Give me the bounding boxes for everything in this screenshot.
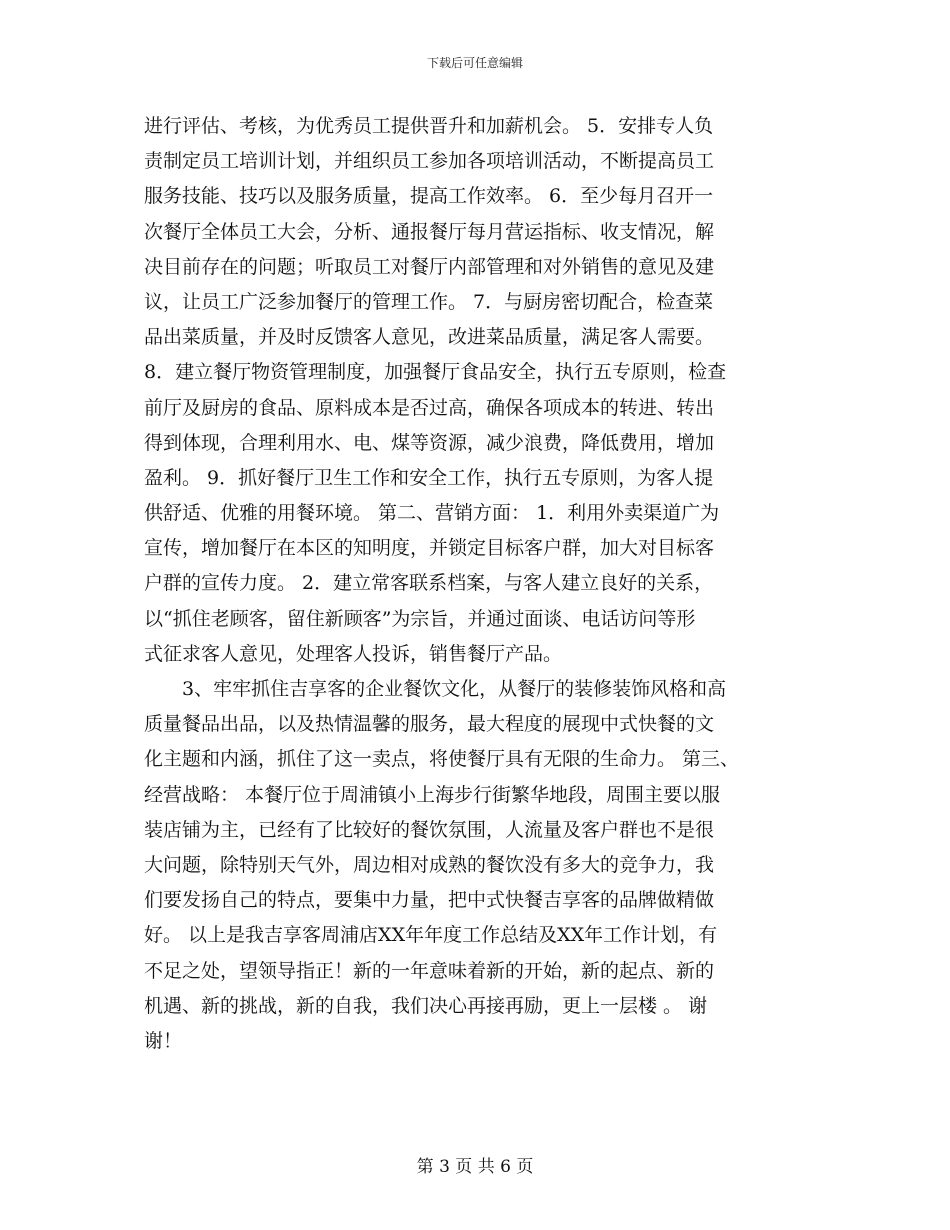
text-line: 化主题和内涵，抓住了这一卖点，将使餐厅具有无限的生命力。 第三、 (144, 748, 740, 771)
text-line: 质量餐品出品，以及热情温馨的服务，最大程度的展现中式快餐的文 (144, 713, 715, 736)
text-line: 不足之处，望领导指正！新的一年意味着新的开始，新的起点、新的 (144, 959, 715, 982)
text-line: 式征求客人意见，处理客人投诉，销售餐厅产品。 (144, 642, 563, 665)
text-line: 决目前存在的问题；听取员工对餐厅内部管理和对外销售的意见及建 (144, 255, 715, 278)
text-line: 谢！ (144, 1029, 183, 1052)
text-line: 3、牢牢抓住吉享客的企业餐饮文化，从餐厅的装修装饰风格和高 (144, 678, 727, 700)
text-line: 进行评估、考核，为优秀员工提供晋升和加薪机会。 5．安排专人负 (144, 115, 714, 137)
text-line: 以“抓住老顾客，留住新顾客”为宗旨，并通过面谈、电话访问等形 (144, 607, 696, 630)
text-line: 大问题，除特别天气外，周边相对成熟的餐饮没有多大的竞争力，我 (144, 853, 715, 876)
text-line: 机遇、新的挑战，新的自我，我们决心再接再励，更上一层楼 。 谢 (144, 994, 708, 1017)
text-line: 次餐厅全体员工大会，分析、通报餐厅每月营运指标、收支情况，解 (144, 220, 715, 243)
text-line: 得到体现，合理利用水、电、煤等资源，减少浪费，降低费用，增加 (144, 431, 715, 454)
text-line: 前厅及厨房的食品、原料成本是否过高，确保各项成本的转进、转出 (144, 396, 715, 419)
text-line: 8．建立餐厅物资管理制度，加强餐厅食品安全，执行五专原则，检查 (144, 361, 727, 384)
page-header-note: 下载后可任意编辑 (426, 56, 523, 70)
text-line: 户群的宣传力度。 2．建立常客联系档案，与客人建立良好的关系， (144, 572, 714, 595)
text-line: 供舒适、优雅的用餐环境。 第二、营销方面： 1．利用外卖渠道广为 (144, 502, 720, 525)
document-body (144, 109, 809, 1059)
text-line: 议，让员工广泛参加餐厅的管理工作。 7．与厨房密切配合，检查菜 (144, 290, 714, 313)
text-line: 装店铺为主，已经有了比较好的餐饮氛围，人流量及客户群也不是很 (144, 818, 715, 841)
text-line: 盈利。 9．抓好餐厅卫生工作和安全工作，执行五专原则，为客人提 (144, 466, 714, 489)
text-line: 们要发扬自己的特点，要集中力量，把中式快餐吉享客的品牌做精做 (144, 889, 715, 912)
text-line: 品出菜质量，并及时反馈客人意见，改进菜品质量，满足客人需要。 (144, 326, 715, 349)
text-line: 服务技能、技巧以及服务质量，提高工作效率。 6．至少每月召开一 (144, 185, 714, 208)
text-line: 经营战略： 本餐厅位于周浦镇小上海步行街繁华地段，周围主要以服 (144, 783, 721, 806)
text-line: 责制定员工培训计划，并组织员工参加各项培训活动，不断提高员工 (144, 150, 715, 173)
page-number: 第 3 页 共 6 页 (416, 1157, 534, 1177)
text-line: 宣传，增加餐厅在本区的知明度，并锁定目标客户群，加大对目标客 (144, 537, 715, 560)
text-line: 好。 以上是我吉享客周浦店XX年年度工作总结及XX年工作计划，有 (144, 924, 718, 947)
